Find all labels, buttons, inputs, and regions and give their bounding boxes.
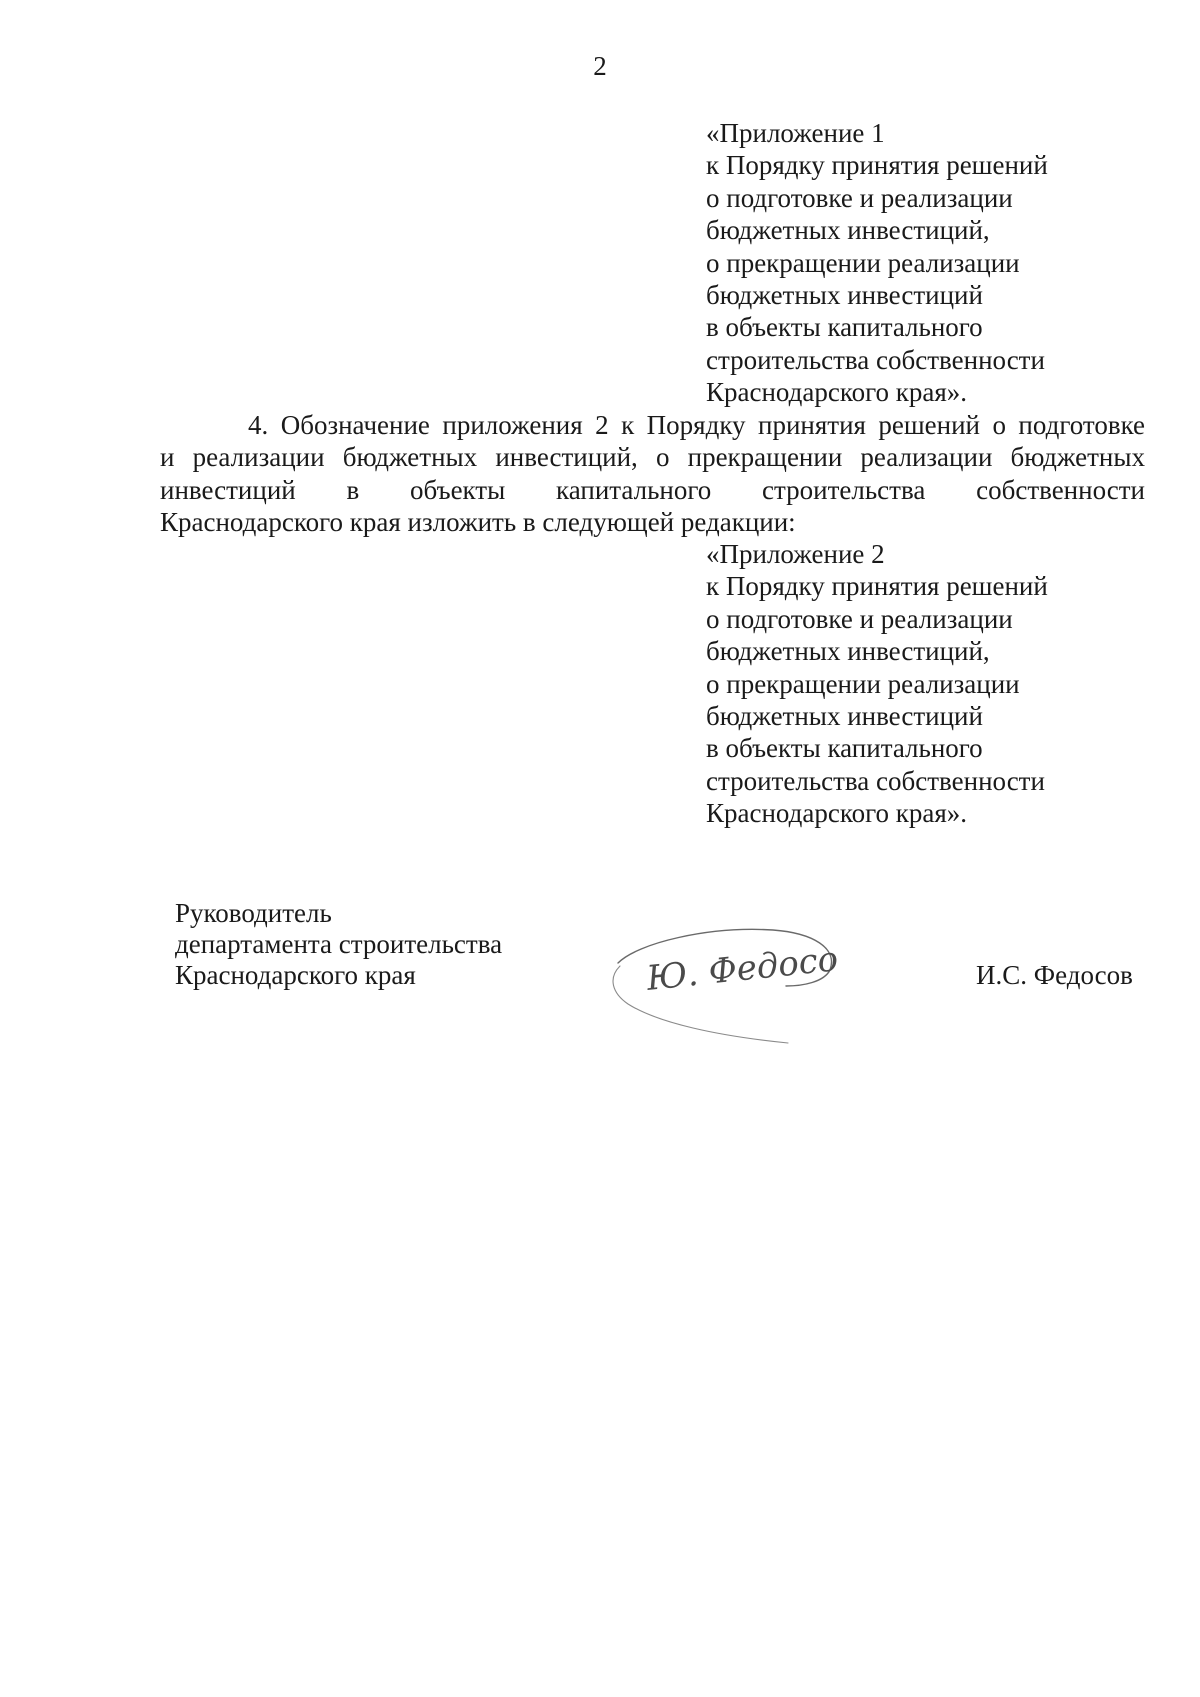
appendix-2-heading	[706, 538, 1186, 830]
appendix-2-line: о прекращении реализации	[706, 668, 1020, 699]
appendix-1-line: к Порядку принятия решений	[706, 150, 1048, 181]
appendix-2-line: «Приложение 2	[706, 539, 885, 569]
paragraph-4-line: инвестиций в объекты капитального строительства собственности	[160, 474, 1145, 505]
appendix-1-line: бюджетных инвестиций,	[706, 215, 990, 246]
signature-script: Ю. Федосо	[644, 939, 840, 999]
appendix-1-line: о подготовке и реализации	[706, 182, 1013, 213]
appendix-2-line: в объекты капитального	[706, 733, 983, 764]
paragraph-4-line: Краснодарского края изложить в следующей редакции:	[160, 507, 796, 538]
appendix-2-line: бюджетных инвестиций	[706, 701, 983, 732]
signatory-position	[175, 898, 502, 991]
appendix-1-line: о прекращении реализации	[706, 247, 1020, 278]
appendix-1-line: «Приложение 1	[706, 118, 885, 148]
appendix-2-line: к Порядку принятия решений	[706, 571, 1048, 602]
signatory-position-line: Краснодарского края	[175, 960, 416, 990]
signatory-position-line: департамента строительства	[175, 929, 503, 959]
appendix-2-line: строительства собственности	[706, 765, 1045, 796]
handwritten-signature	[598, 908, 848, 1058]
paragraph-4-line: 4. Обозначение приложения 2 к Порядку принятия решений о подготовке	[248, 410, 1145, 440]
signer-name: И.С. Федосов	[976, 960, 1133, 990]
appendix-1-line: бюджетных инвестиций	[706, 280, 983, 311]
signatory-position-line: Руководитель	[175, 898, 332, 928]
paragraph-4	[160, 409, 1145, 539]
page-number: 2	[593, 51, 607, 81]
appendix-1-line: строительства собственности	[706, 344, 1045, 375]
paragraph-4-line: и реализации бюджетных инвестиций, о прекращении реализации бюджетных	[160, 442, 1145, 473]
appendix-1-heading	[706, 117, 1186, 409]
appendix-2-line: о подготовке и реализации	[706, 603, 1013, 634]
appendix-1-line: в объекты капитального	[706, 312, 983, 343]
appendix-2-line: Краснодарского края».	[706, 798, 968, 829]
appendix-2-line: бюджетных инвестиций,	[706, 636, 990, 667]
appendix-1-line: Краснодарского края».	[706, 377, 968, 408]
